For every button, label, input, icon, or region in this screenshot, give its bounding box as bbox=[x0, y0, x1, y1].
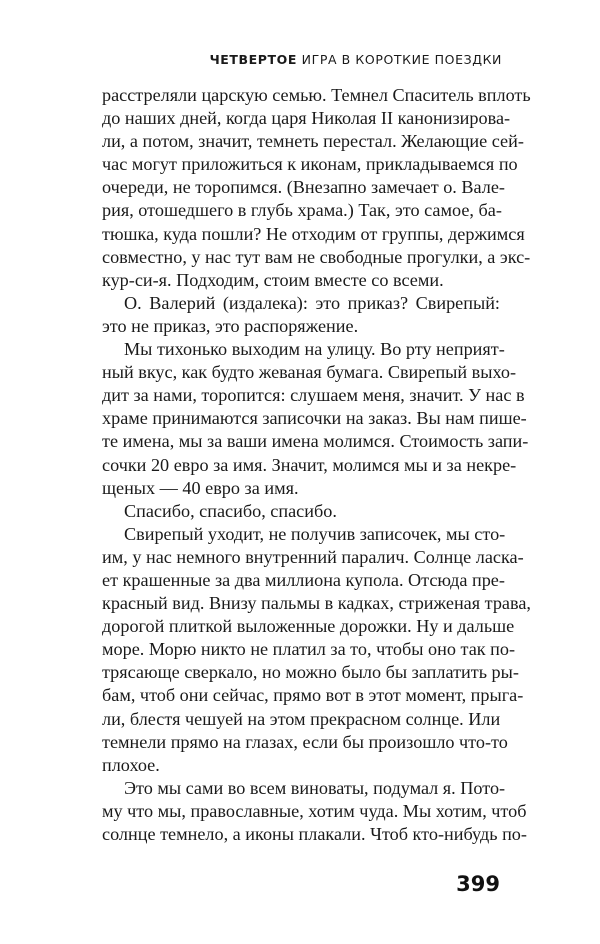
text-line: им, у нас немного внутренний паралич. Солнце ласка- bbox=[102, 546, 524, 567]
text-line: море. Морю никто не платил за то, чтобы оно так по- bbox=[102, 639, 516, 660]
text-line: солнце темнело, а иконы плакали. Чтоб кто-нибудь по- bbox=[102, 824, 527, 844]
text-line: дорогой плиткой выложенные дорожки. Ну и дальше bbox=[102, 616, 515, 637]
text-line: ли, блестя чешуей на этом прекрасном солнце. Или bbox=[102, 708, 501, 729]
chapter-title: ИГРА В КОРОТКИЕ ПОЕЗДКИ bbox=[301, 52, 502, 67]
text-line: сочки 20 евро за имя. Значит, молимся мы и за некре- bbox=[102, 454, 517, 475]
text-line: му что мы, православные, хотим чуда. Мы хотим, чтоб bbox=[102, 800, 527, 821]
text-line: ет крашенные за два миллиона купола. Отсюда пре- bbox=[102, 569, 505, 590]
running-header bbox=[210, 52, 502, 67]
text-line: Свирепый уходит, не получив записочек, мы сто- bbox=[124, 523, 506, 544]
text-line: рия, отошедшего в глубь храма.) Так, это самое, ба- bbox=[102, 200, 502, 221]
text-line: трясающе сверкало, но можно было бы заплатить ры- bbox=[102, 662, 519, 683]
text-line: храме принимаются записочки на заказ. Вы нам пише- bbox=[102, 408, 527, 429]
chapter-label: ЧЕТВЕРТОЕ bbox=[209, 52, 298, 67]
text-line: бам, чтоб они сейчас, прямо вот в этот момент, прыга- bbox=[102, 685, 524, 706]
text-line: Спасибо, спасибо, спасибо. bbox=[124, 500, 337, 521]
body-text bbox=[102, 84, 531, 846]
text-line: час могут приложиться к иконам, прикладываемся по bbox=[102, 154, 518, 175]
text-line: совместно, у нас тут вам не свободные прогулки, а экс- bbox=[102, 246, 531, 267]
text-line: ный вкус, как будто жеваная бумага. Свирепый выхо- bbox=[102, 362, 517, 383]
text-line: О. Валерий (издалека): это приказ? Свирепый: bbox=[124, 292, 500, 313]
text-line: темнели прямо на глазах, если бы произошло что-то bbox=[102, 731, 508, 752]
text-line: ли, а потом, значит, темнеть перестал. Желающие сей- bbox=[102, 131, 524, 152]
text-line: очереди, не торопимся. (Внезапно замечает о. Вале- bbox=[102, 177, 505, 198]
text-line: красный вид. Внизу пальмы в кадках, стриженая трава, bbox=[102, 593, 531, 614]
text-line: плохое. bbox=[102, 754, 160, 775]
text-line: щеных — 40 евро за имя. bbox=[102, 477, 299, 498]
text-line: расстреляли царскую семью. Темнел Спаситель вплоть bbox=[102, 85, 531, 105]
text-line: тюшка, куда пошли? Не отходим от группы, держимся bbox=[102, 223, 525, 244]
text-line: кур-си-я. Подходим, стоим вместе со всеми. bbox=[102, 269, 444, 290]
text-line: те имена, мы за ваши имена молимся. Стоимость запи- bbox=[102, 431, 529, 452]
text-line: это не приказ, это распоряжение. bbox=[102, 315, 359, 336]
page-number: 399 bbox=[456, 872, 500, 896]
text-line: до наших дней, когда царя Николая II канонизирова- bbox=[102, 108, 511, 129]
text-line: дит за нами, торопится: слушаем меня, значит. У нас в bbox=[102, 385, 525, 406]
text-line: Это мы сами во всем виноваты, подумал я. Пото- bbox=[124, 777, 506, 798]
text-line: Мы тихонько выходим на улицу. Во рту неприят- bbox=[124, 339, 505, 360]
